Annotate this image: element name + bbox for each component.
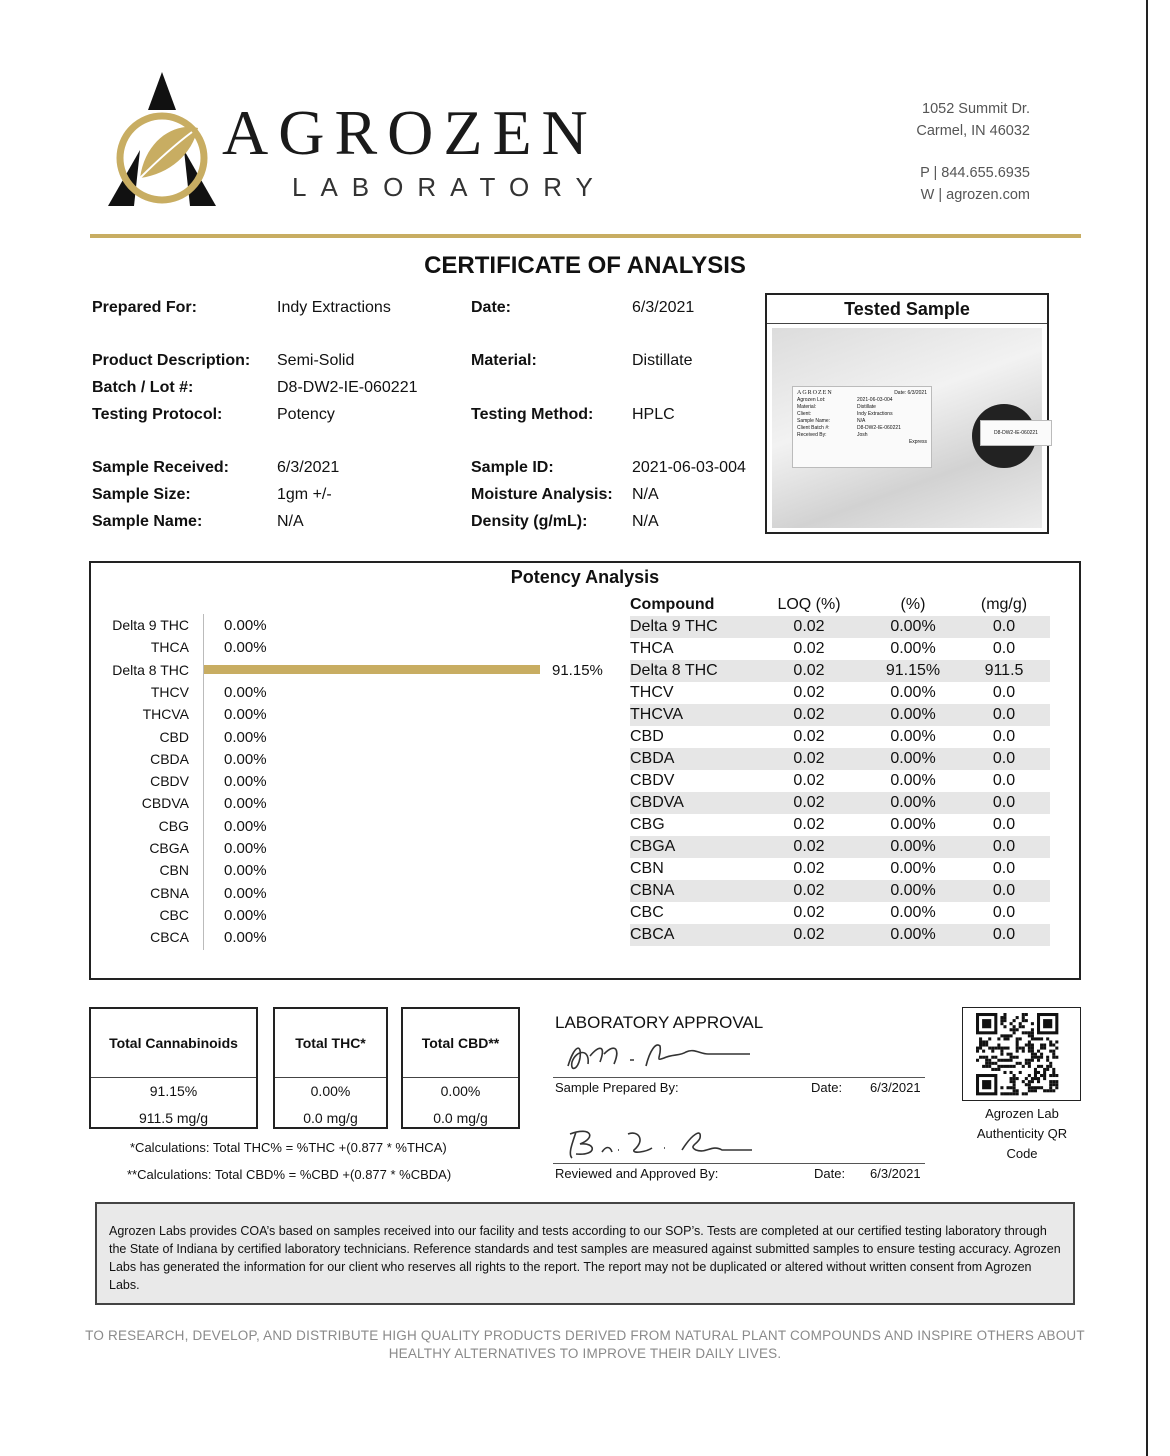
table-row <box>630 880 1050 902</box>
address-line2: Carmel, IN 46032 <box>916 123 1030 139</box>
mgg-cell: 0.0 <box>958 836 1050 858</box>
label-express: Express <box>908 439 927 445</box>
mgg-cell: 0.0 <box>958 792 1050 814</box>
sample-size-label: Sample Size: <box>92 486 191 503</box>
table-row <box>630 638 1050 660</box>
bar-value-label: 0.00% <box>224 706 267 724</box>
pct-cell: 0.00% <box>868 880 958 902</box>
mgg-cell: 0.0 <box>958 616 1050 638</box>
mgg-cell: 0.0 <box>958 924 1050 946</box>
label-row <box>797 397 927 404</box>
label-rows <box>797 397 927 439</box>
prepared-date-value: 6/3/2021 <box>870 1080 921 1095</box>
compound-cell: CBG <box>630 816 665 833</box>
total-cannabinoids-label: Total Cannabinoids <box>91 1009 256 1078</box>
table-row <box>630 902 1050 924</box>
table-row <box>630 748 1050 770</box>
label-row-key: Client Batch #: <box>797 425 830 431</box>
total-cannabinoids-mg: 911.5 mg/g <box>138 1110 208 1126</box>
label-row-key: Agrozen Lot: <box>797 397 826 403</box>
header-divider <box>90 234 1081 238</box>
bar-value-label: 0.00% <box>224 795 267 813</box>
bar-value-label: 0.00% <box>224 884 267 902</box>
phone-number: P | 844.655.6935 <box>920 165 1030 181</box>
table-row <box>630 836 1050 858</box>
label-row-value: D8-DW2-IE-060221 <box>857 425 901 431</box>
density-label: Density (g/mL): <box>471 513 588 530</box>
loq-cell: 0.02 <box>750 704 868 726</box>
logo-wordmark: AGROZEN <box>222 97 598 168</box>
pct-cell: 0.00% <box>868 704 958 726</box>
moisture-value: N/A <box>632 486 659 503</box>
bar-category-label: CBDA <box>150 750 189 767</box>
sample-size-value: 1gm +/- <box>277 486 332 503</box>
table-row <box>630 616 1050 638</box>
mgg-cell: 0.0 <box>992 772 1016 789</box>
agrozen-logo-icon <box>100 70 225 210</box>
compound-header: Compound <box>630 596 715 613</box>
label-row-value: Josh <box>857 432 868 438</box>
date-value: 6/3/2021 <box>632 299 695 316</box>
label-row-value: N/A <box>857 418 866 424</box>
label-row-key: Received By: <box>797 432 827 438</box>
cbd-calculation-note: **Calculations: Total CBD% = %CBD +(0.877 * %CBDA) <box>127 1167 452 1182</box>
potency-title: Potency Analysis <box>510 567 660 587</box>
mgg-cell: 0.0 <box>958 704 1050 726</box>
product-description-label: Product Description: <box>92 352 251 369</box>
bar-value-label: 0.00% <box>224 840 267 857</box>
prepared-for-value: Indy Extractions <box>277 299 391 316</box>
moisture-label: Moisture Analysis: <box>471 486 613 503</box>
total-cannabinoids-box <box>89 1007 258 1129</box>
bar-value-label: 0.00% <box>224 750 267 768</box>
pct-cell: 0.00% <box>890 772 936 789</box>
pct-cell: 0.00% <box>868 924 958 946</box>
total-cbd-pct: 0.00% <box>440 1083 481 1099</box>
sample-id-label: Sample ID: <box>471 459 554 476</box>
compound-cell: CBDVA <box>630 792 750 814</box>
tested-sample-title: Tested Sample <box>767 295 1047 324</box>
total-cbd-box <box>401 1007 520 1129</box>
bar-category-label: CBNA <box>150 884 189 901</box>
loq-cell: 0.02 <box>750 792 868 814</box>
label-date: Date: 6/3/2021 <box>894 390 927 396</box>
loq-cell: 0.02 <box>750 748 868 770</box>
compound-cell: CBN <box>630 860 664 877</box>
jar-label: D8-DW2-IE-060221 <box>980 420 1052 446</box>
label-row <box>797 411 927 418</box>
bar-category-label: CBG <box>158 817 189 834</box>
total-cbd-label: Total CBD** <box>403 1009 518 1078</box>
loq-cell: 0.02 <box>750 660 868 682</box>
prepared-signature-line <box>553 1077 925 1078</box>
loq-cell: 0.02 <box>750 880 868 902</box>
loq-cell: 0.02 <box>793 860 825 877</box>
sample-name-value: N/A <box>277 513 304 530</box>
bar-category-label: THCV <box>150 683 189 700</box>
pct-cell: 0.00% <box>868 748 958 770</box>
pct-cell: 0.00% <box>890 816 936 833</box>
total-thc-mg: 0.0 mg/g <box>303 1110 358 1126</box>
sample-received-label: Sample Received: <box>92 459 229 476</box>
table-row <box>630 726 1050 748</box>
pct-cell: 0.00% <box>868 836 958 858</box>
compound-cell: Delta 9 THC <box>630 616 750 638</box>
table-row <box>630 770 1050 792</box>
reviewer-signature-icon <box>562 1124 762 1164</box>
loq-header: LOQ (%) <box>777 596 841 613</box>
address-line1: 1052 Summit Dr. <box>922 101 1030 117</box>
table-row <box>630 814 1050 836</box>
sample-id-value: 2021-06-03-004 <box>632 459 746 476</box>
bar-value-label: 0.00% <box>224 817 267 835</box>
bar-category-label: Delta 9 THC <box>112 617 189 633</box>
density-value: N/A <box>632 513 659 530</box>
lab-address <box>830 98 1030 206</box>
label-row <box>797 404 927 411</box>
loq-cell: 0.02 <box>793 728 825 745</box>
sample-name-label: Sample Name: <box>92 513 203 530</box>
bar-value-label: 0.00% <box>224 683 267 701</box>
compound-cell: CBNA <box>630 880 750 902</box>
mgg-cell: 0.0 <box>958 880 1050 902</box>
thc-calculation-note: *Calculations: Total THC% = %THC +(0.877 * %THCA) <box>130 1140 447 1155</box>
table-header-row <box>630 594 1050 616</box>
footer-mission: TO RESEARCH, DEVELOP, AND DISTRIBUTE HIGH QUALITY PRODUCTS DERIVED FROM NATURAL PLANT COMPOUNDS AND INSPIRE OTHERS ABOUT HEALTHY ALTERNATIVES TO IMPROVE THEIR DAILY LIVES. <box>85 1328 1085 1361</box>
compound-cell: CBDA <box>630 748 750 770</box>
bar-category-label: CBN <box>159 862 189 879</box>
prepared-date-label: Date: <box>811 1080 843 1095</box>
table-row <box>630 682 1050 704</box>
loq-cell: 0.02 <box>793 684 825 701</box>
mgg-cell: 0.0 <box>992 816 1016 833</box>
total-thc-pct: 0.00% <box>310 1083 351 1099</box>
testing-protocol-label: Testing Protocol: <box>92 406 223 423</box>
bar-category-label: THCA <box>150 639 189 656</box>
mgg-cell: 0.0 <box>992 904 1016 921</box>
mgg-cell: 0.0 <box>992 728 1016 745</box>
label-row-value: Indy Extractions <box>857 411 893 417</box>
sample-photo <box>772 328 1042 528</box>
table-row <box>630 660 1050 682</box>
bar-category-label: CBC <box>159 906 189 923</box>
label-row <box>797 425 927 432</box>
bar-value-label: 0.00% <box>224 929 267 947</box>
batch-label: Batch / Lot #: <box>92 379 194 396</box>
date-label: Date: <box>471 299 512 316</box>
table-row <box>630 924 1050 946</box>
bar <box>204 665 540 674</box>
pct-cell: 0.00% <box>890 904 936 921</box>
bar-value-label: 91.15% <box>552 661 603 679</box>
label-row <box>797 432 927 439</box>
bar-category-label: Delta 8 THC <box>112 661 189 678</box>
compound-cell: THCVA <box>630 704 750 726</box>
mgg-cell: 0.0 <box>992 860 1016 877</box>
table-row <box>630 704 1050 726</box>
loq-cell: 0.02 <box>793 640 825 657</box>
compound-cell: CBD <box>630 728 664 745</box>
loq-cell: 0.02 <box>793 772 825 789</box>
mgg-cell: 0.0 <box>958 748 1050 770</box>
testing-method-value: HPLC <box>632 406 675 423</box>
bar-value-label: 0.00% <box>224 906 267 924</box>
preparer-signature-icon <box>560 1036 760 1076</box>
logo-subtitle: LABORATORY <box>292 172 607 202</box>
compound-cell: CBDV <box>630 772 675 789</box>
tested-sample-box <box>765 293 1049 534</box>
potency-table <box>630 594 1050 946</box>
bar-value-label: 0.00% <box>224 617 267 634</box>
label-row-value: 2021-06-03-004 <box>857 397 893 403</box>
reviewed-signature-line <box>553 1163 925 1164</box>
page-title: CERTIFICATE OF ANALYSIS <box>424 252 746 279</box>
bar-value-label: 0.00% <box>224 639 267 657</box>
bar-category-label: CBCA <box>150 929 189 946</box>
website: W | agrozen.com <box>920 187 1030 203</box>
table-row <box>630 858 1050 880</box>
pct-header: (%) <box>900 596 926 613</box>
compound-cell: Delta 8 THC <box>630 660 750 682</box>
mgg-cell: 0.0 <box>992 684 1016 701</box>
pct-cell: 91.15% <box>868 660 958 682</box>
loq-cell: 0.02 <box>750 836 868 858</box>
loq-cell: 0.02 <box>793 904 825 921</box>
bar-category-label: CBDVA <box>141 795 189 812</box>
compound-cell: THCA <box>630 640 674 657</box>
mgg-cell: 0.0 <box>992 640 1016 657</box>
label-row-key: Sample Name: <box>797 418 831 424</box>
product-description-value: Semi-Solid <box>277 352 355 369</box>
label-row-key: Material: <box>797 404 817 410</box>
compound-cell: CBC <box>630 904 664 921</box>
batch-value: D8-DW2-IE-060221 <box>277 379 418 396</box>
pct-cell: 0.00% <box>890 640 936 657</box>
qr-caption: Agrozen Lab Authenticity QR Code <box>976 1106 1068 1161</box>
bar-value-label: 0.00% <box>224 728 267 746</box>
reviewed-date-value: 6/3/2021 <box>870 1166 921 1181</box>
prepared-by-label: Sample Prepared By: <box>555 1080 679 1095</box>
pct-cell: 0.00% <box>890 684 936 701</box>
qr-code-icon[interactable] <box>962 1007 1081 1101</box>
bar-value-label: 0.00% <box>224 773 267 791</box>
bar-category-label: CBGA <box>149 840 189 856</box>
approval-title: LABORATORY APPROVAL <box>555 1013 764 1032</box>
compound-cell: CBCA <box>630 924 750 946</box>
compound-cell: CBGA <box>630 836 750 858</box>
bar-category-label: THCVA <box>142 706 189 723</box>
pct-cell: 0.00% <box>868 792 958 814</box>
disclaimer: Agrozen Labs provides COA’s based on samples received into our facility and tests according to our SOP’s. Tests are completed at our certified testing laboratory through the State of Indiana by certified laboratory technicians. Reference standards and test samples are measured against submitted samples to ensure testing accuracy. Agrozen Labs has generated the information for our client who reserves all rights to the report. The report may not be duplicated or altered without written consent from Agrozen Labs. <box>95 1202 1075 1305</box>
loq-cell: 0.02 <box>750 924 868 946</box>
mgg-cell: 911.5 <box>958 660 1050 682</box>
sample-label-card <box>792 386 932 468</box>
prepared-for-label: Prepared For: <box>92 299 197 316</box>
total-cannabinoids-pct: 91.15% <box>149 1083 198 1099</box>
pct-cell: 0.00% <box>868 616 958 638</box>
bar-value-label: 0.00% <box>224 862 267 880</box>
loq-cell: 0.02 <box>750 616 868 638</box>
label-row-key: Client: <box>797 411 812 417</box>
label-row-value: Distillate <box>857 404 876 410</box>
testing-method-label: Testing Method: <box>471 406 594 423</box>
testing-protocol-value: Potency <box>277 406 335 423</box>
material-value: Distillate <box>632 352 693 369</box>
label-row <box>797 418 927 425</box>
pct-cell: 0.00% <box>890 860 936 877</box>
sample-received-value: 6/3/2021 <box>277 459 340 476</box>
compound-cell: THCV <box>630 684 674 701</box>
material-label: Material: <box>471 352 537 369</box>
pct-cell: 0.00% <box>890 728 936 745</box>
loq-cell: 0.02 <box>793 816 825 833</box>
reviewed-date-label: Date: <box>814 1166 846 1181</box>
reviewed-by-label: Reviewed and Approved By: <box>555 1166 719 1181</box>
total-thc-box <box>273 1007 388 1129</box>
label-brand: AGROZEN <box>797 390 833 396</box>
mgg-header: (mg/g) <box>980 596 1028 613</box>
bar-category-label: CBD <box>159 728 189 745</box>
total-thc-label: Total THC* <box>275 1009 386 1078</box>
bar-category-label: CBDV <box>150 773 189 790</box>
table-row <box>630 792 1050 814</box>
total-cbd-mg: 0.0 mg/g <box>433 1110 488 1126</box>
